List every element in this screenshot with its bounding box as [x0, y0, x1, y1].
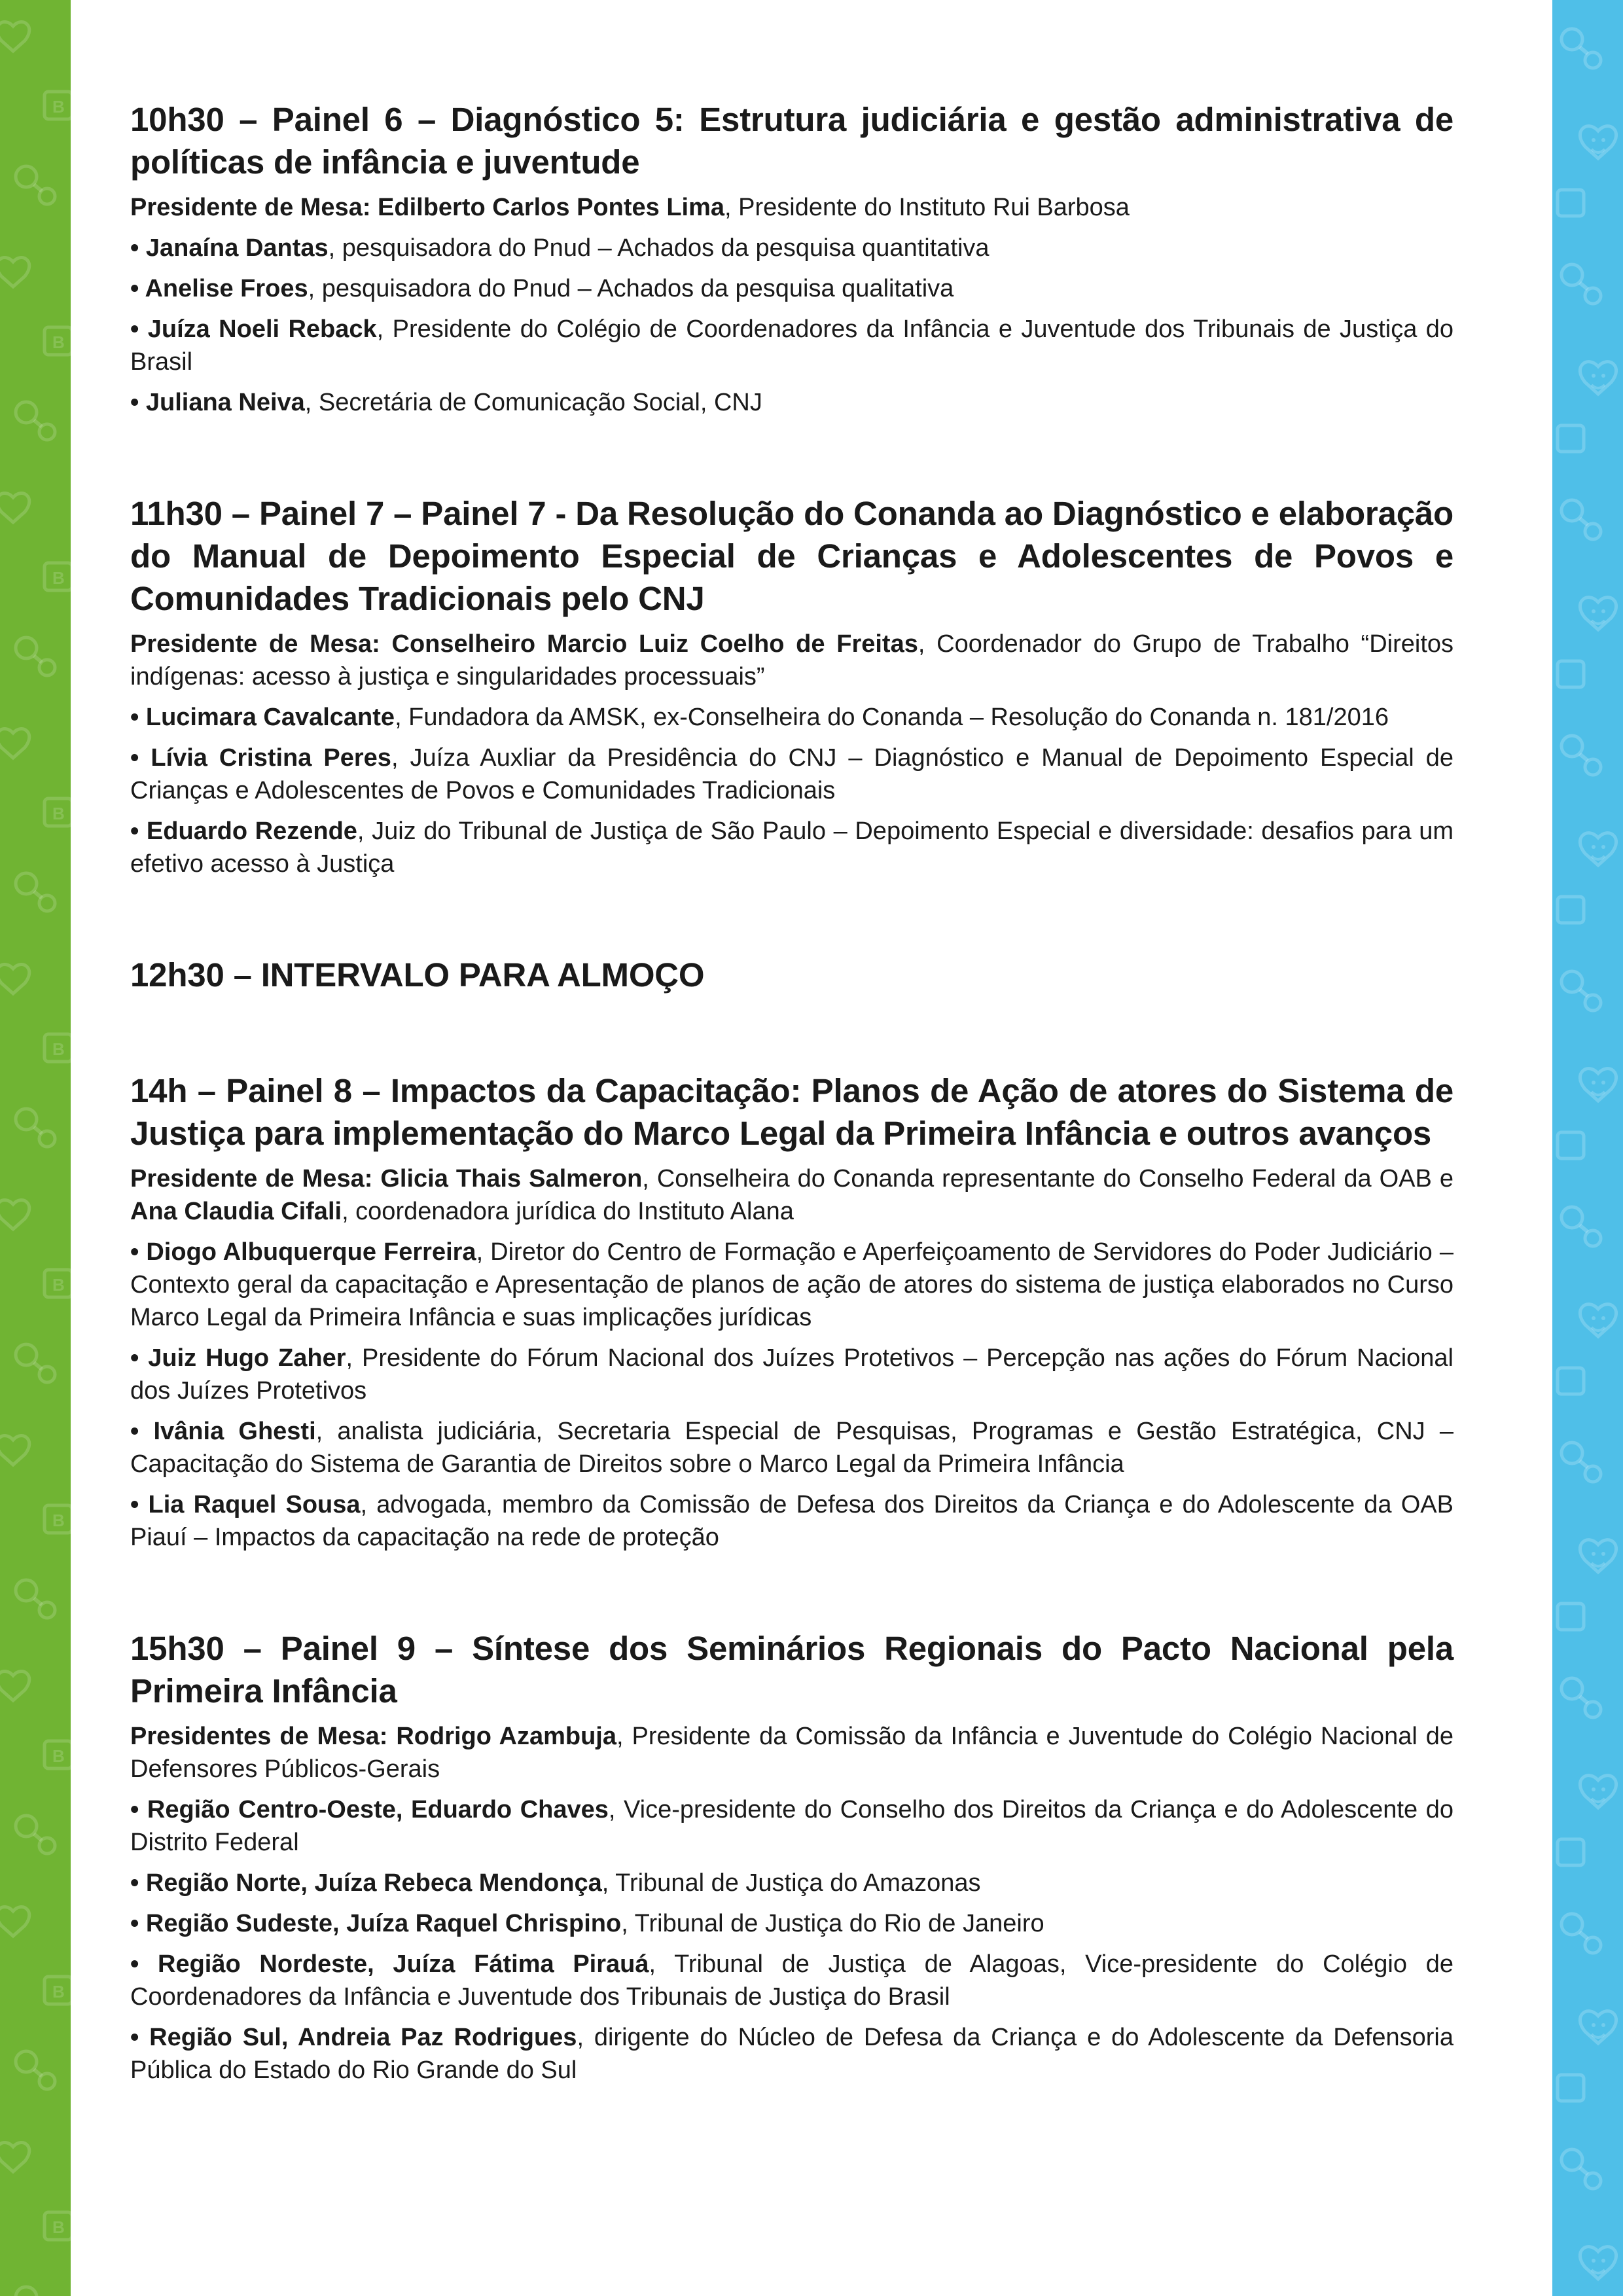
speaker-description: , Diretor do Centro de Formação e Aperfeiçoamento de Servidores do Poder Judiciário – Contexto geral da capacitação e Apresentação de planos de ação de atores do sistema de justiça elaborados no Curso Marco Legal da Primeira Infância e suas implicações jurídicas [130, 1238, 1454, 1331]
speaker-item [130, 1907, 1454, 1940]
speaker-item [130, 1948, 1454, 2013]
bullet-icon: • [130, 315, 148, 343]
bullet-icon: • [130, 1238, 147, 1266]
speaker-name: Lucimara Cavalcante [145, 704, 395, 731]
speaker-name: Região Norte, Juíza Rebeca Mendonça [145, 1869, 602, 1897]
speaker-description: , Tribunal de Justiça de Alagoas, Vice-presidente do Colégio de Coordenadores da Infância e Juventude dos Tribunais de Justiça do Brasil [130, 1950, 1454, 2011]
speaker-name: Juliana Neiva [145, 389, 305, 416]
program-content [130, 98, 1454, 2094]
right-band-icons [1552, 0, 1623, 2296]
speaker-item [130, 272, 1454, 305]
president-description: , Presidente do Instituto Rui Barbosa [724, 194, 1130, 221]
speaker-name: Eduardo Rezende [146, 817, 357, 845]
speaker-name: Região Nordeste, Juíza Fátima Pirauá [158, 1950, 649, 1978]
bullet-icon: • [130, 1796, 147, 1823]
speaker-name: Juíza Noeli Reback [147, 315, 377, 343]
session-lunch-break [130, 954, 1454, 996]
session-painel-8 [130, 1069, 1454, 1554]
bullet-icon: • [130, 1344, 149, 1372]
speaker-name: Região Centro-Oeste, Eduardo Chaves [147, 1796, 609, 1823]
speaker-item [130, 701, 1454, 734]
speaker-name: Anelise Froes [145, 275, 308, 302]
president-label: Presidente de Mesa: Glicia Thais Salmeron [130, 1165, 643, 1193]
president-label: Presidentes de Mesa: Rodrigo Azambuja [130, 1723, 616, 1750]
session-president [130, 191, 1454, 224]
bullet-icon: • [130, 1491, 149, 1518]
speaker-item [130, 1236, 1454, 1334]
speaker-name: Lívia Cristina Peres [151, 744, 391, 772]
bullet-icon: • [130, 234, 146, 262]
speaker-item [130, 1793, 1454, 1859]
left-band-icons [0, 0, 71, 2296]
speaker-description: , Tribunal de Justiça do Amazonas [601, 1869, 981, 1897]
president-description: , Coordenador do Grupo de Trabalho “Direitos indígenas: acesso à justiça e singularidades processuais” [130, 630, 1454, 691]
speaker-item [130, 313, 1454, 378]
president-label-second: Ana Claudia Cifali [130, 1198, 342, 1225]
speaker-name: Ivânia Ghesti [153, 1418, 316, 1445]
speaker-name: Lia Raquel Sousa [148, 1491, 361, 1518]
president-label: Presidente de Mesa: Conselheiro Marcio Luiz Coelho de Freitas [130, 630, 918, 658]
speaker-item [130, 232, 1454, 264]
session-painel-6 [130, 98, 1454, 419]
session-president [130, 1162, 1454, 1228]
speaker-item [130, 1415, 1454, 1480]
speaker-item [130, 815, 1454, 880]
speaker-description: , pesquisadora do Pnud – Achados da pesquisa quantitativa [328, 234, 990, 262]
bullet-icon: • [130, 817, 147, 845]
speaker-item [130, 742, 1454, 807]
bullet-icon: • [130, 704, 146, 731]
session-title: 11h30 – Painel 7 – Painel 7 - Da Resolução do Conanda ao Diagnóstico e elaboração do Manual de Depoimento Especial de Crianças e Adolescentes de Povos e Comunidades Tradicionais pelo CNJ [130, 495, 1454, 617]
president-label: Presidente de Mesa: Edilberto Carlos Pontes Lima [130, 194, 725, 221]
bullet-icon: • [130, 2024, 150, 2051]
session-title: 12h30 – INTERVALO PARA ALMOÇO [130, 956, 705, 994]
bullet-icon: • [130, 1950, 158, 1978]
right-decorative-band [1552, 0, 1623, 2296]
speaker-description: , Juíza Auxliar da Presidência do CNJ – Diagnóstico e Manual de Depoimento Especial de Crianças e Adolescentes de Povos e Comunidades Tradicionais [130, 744, 1454, 804]
speaker-name: Diogo Albuquerque Ferreira [146, 1238, 476, 1266]
session-painel-7 [130, 492, 1454, 880]
bullet-icon: • [130, 1910, 146, 1937]
speaker-description: , Secretária de Comunicação Social, CNJ [304, 389, 762, 416]
speaker-item [130, 1488, 1454, 1554]
bullet-icon: • [130, 389, 146, 416]
president-description-second: , coordenadora jurídica do Instituto Alana [342, 1198, 794, 1225]
speaker-item [130, 1867, 1454, 1899]
bullet-icon: • [130, 275, 145, 302]
speaker-description: , Juiz do Tribunal de Justiça de São Paulo – Depoimento Especial e diversidade: desafios para um efetivo acesso à Justiça [130, 817, 1454, 878]
speaker-description: , Tribunal de Justiça do Rio de Janeiro [621, 1910, 1044, 1937]
bullet-icon: • [130, 744, 151, 772]
session-painel-9 [130, 1627, 1454, 2087]
speaker-description: , Presidente do Colégio de Coordenadores da Infância e Juventude dos Tribunais de Justiça do Brasil [130, 315, 1454, 376]
session-president [130, 1720, 1454, 1785]
left-decorative-band [0, 0, 71, 2296]
speaker-description: , Fundadora da AMSK, ex-Conselheira do Conanda – Resolução do Conanda n. 181/2016 [395, 704, 1389, 731]
president-description: , Conselheira do Conanda representante do Conselho Federal da OAB e [642, 1165, 1454, 1193]
speaker-description: , analista judiciária, Secretaria Especial de Pesquisas, Programas e Gestão Estratégica, CNJ – Capacitação do Sistema de Garantia de Direitos sobre o Marco Legal da Primeira Infância [130, 1418, 1454, 1478]
speaker-item [130, 386, 1454, 419]
speaker-name: Região Sul, Andreia Paz Rodrigues [149, 2024, 577, 2051]
speaker-description: , pesquisadora do Pnud – Achados da pesquisa qualitativa [308, 275, 954, 302]
speaker-name: Região Sudeste, Juíza Raquel Chrispino [145, 1910, 622, 1937]
speaker-description: , Presidente do Fórum Nacional dos Juízes Protetivos – Percepção nas ações do Fórum Nacional dos Juízes Protetivos [130, 1344, 1454, 1405]
session-title: 10h30 – Painel 6 – Diagnóstico 5: Estrutura judiciária e gestão administrativa de políticas de infância e juventude [130, 101, 1454, 181]
session-title: 14h – Painel 8 – Impactos da Capacitação: Planos de Ação de atores do Sistema de Justiça para implementação do Marco Legal da Primeira Infância e outros avanços [130, 1072, 1454, 1152]
session-president [130, 628, 1454, 693]
speaker-description: , Vice-presidente do Conselho dos Direitos da Criança e do Adolescente do Distrito Federal [130, 1796, 1454, 1856]
left-band-pattern [0, 0, 71, 2296]
bullet-icon: • [130, 1418, 154, 1445]
president-description: , Presidente da Comissão da Infância e Juventude do Colégio Nacional de Defensores Públicos-Gerais [130, 1723, 1454, 1783]
speaker-name: Juiz Hugo Zaher [148, 1344, 346, 1372]
speaker-item [130, 1342, 1454, 1407]
speaker-description: , advogada, membro da Comissão de Defesa dos Direitos da Criança e do Adolescente da OAB Piauí – Impactos da capacitação na rede de proteção [130, 1491, 1454, 1551]
bullet-icon: • [130, 1869, 146, 1897]
right-band-pattern [1552, 0, 1623, 2296]
session-title: 15h30 – Painel 9 – Síntese dos Seminários Regionais do Pacto Nacional pela Primeira Infância [130, 1630, 1454, 1710]
speaker-item [130, 2021, 1454, 2087]
speaker-name: Janaína Dantas [145, 234, 329, 262]
speaker-description: , dirigente do Núcleo de Defesa da Criança e do Adolescente da Defensoria Pública do Estado do Rio Grande do Sul [130, 2024, 1454, 2084]
